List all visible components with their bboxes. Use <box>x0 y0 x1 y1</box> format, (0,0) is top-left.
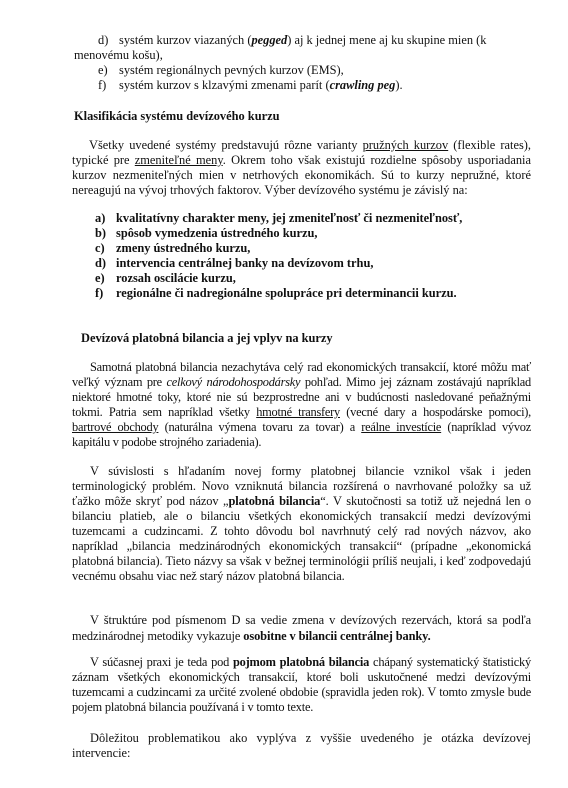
list-item: b) spôsob vymedzenia ústredného kurzu, <box>95 226 318 240</box>
list-marker: d) <box>98 33 109 47</box>
factors-list <box>72 211 532 301</box>
list-item: f) regionálne či nadregionálne spolupráce pri determinancii kurzu. <box>95 286 457 300</box>
list-marker: e) <box>98 63 108 77</box>
paragraph: V súvislosti s hľadaním novej formy platobnej bilancie vznikol však i jeden terminologický problém. Novo vzniknutá bilancia rozšírená o navrhované položky sa už ťažko môže skryť pod názov „platobná bilancia“. V skutočnosti sa totiž už nejedná len o bilanciu platieb, ale o bilanciu všetkých ekonomických transakcií medzi devízovými tuzemcami a cudzincami. Z tohto dôvodu bol navrhnutý celý rad nových názvov, ako napríklad „bilancia medzinárodných ekonomických transakcií“ (prípadne „ekonomická platobná bilancia). Tieto názvy sa však v bežnej terminológii príliš neujali, i keď zodpovedajú vecnému obsahu viac než starý názov platobná bilancia. <box>72 464 532 583</box>
paragraph: Všetky uvedené systémy predstavujú rôzne varianty pružných kurzov (flexible rates), typické pre zmeniteľné meny. Okrem toho však existujú rozdielne spôsoby usporiadania kurzov nezmeniteľných mien v netrhových ekonomikách. Sú to kurzy nepružné, ktoré nereagujú na vývoj trhových faktorov. Výber devízového systému je závislý na: <box>72 138 532 197</box>
list-item: f) systém kurzov s klzavými zmenami parít (crawling peg). <box>98 78 403 92</box>
list-item: d) systém kurzov viazaných (pegged) aj k jednej mene aj ku skupine mien (k <box>98 33 487 47</box>
paragraph: Samotná platobná bilancia nezachytáva celý rad ekonomických transakcií, ktoré môžu mať veľký význam pre celkový národohospodársky pohľad. Mimo jej záznam zostávajú napríklad niektoré hmotné toky, ktoré nie sú bezprostredne ani v budúcnosti nasledované peňažnými tokmi. Patria sem napríklad všetky hmotné transfery (vecné dary a hospodárske pomoci), bartrové obchody (naturálna výmena tovaru za tovar) a reálne investície (napríklad vývoz kapitálu v podobe strojného zariadenia). <box>72 360 531 449</box>
paragraph: V štruktúre pod písmenom D sa vedie zmena v devízových rezervách, ktorá sa podľa medzinárodnej metodiky vykazuje osobitne v bilancii centrálnej banky. <box>72 613 531 643</box>
paragraph: V súčasnej praxi je teda pod pojmom platobná bilancia chápaný systematický štatistický záznam všetkých ekonomických transakcií, ktoré boli uskutočnené medzi devízovými tuzemcami a cudzincami za určité zvolené obdobie (spravidla jeden rok). V tomto zmysle bude pojem platobná bilancia používaná i v tomto texte. <box>72 655 531 714</box>
list-item: e) systém regionálnych pevných kurzov (EMS), <box>98 63 344 77</box>
list-item: d) intervencia centrálnej banky na devízovom trhu, <box>95 256 374 270</box>
paragraph: Dôležitou problematikou ako vyplýva z vyššie uvedeného je otázka devízovej intervencie: <box>72 731 531 760</box>
exchange-systems-list <box>72 33 532 93</box>
list-item: e) rozsah oscilácie kurzu, <box>95 271 236 285</box>
list-marker: f) <box>98 78 107 92</box>
list-item: c) zmeny ústredného kurzu, <box>95 241 251 255</box>
section-heading: Klasifikácia systému devízového kurzu <box>74 109 280 123</box>
list-item: a) kvalitatívny charakter meny, jej zmeniteľnosť či nezmeniteľnosť, <box>95 211 463 225</box>
section-heading: Devízová platobná bilancia a jej vplyv na kurzy <box>81 331 333 345</box>
list-item-continuation: menovému košu), <box>74 48 163 62</box>
